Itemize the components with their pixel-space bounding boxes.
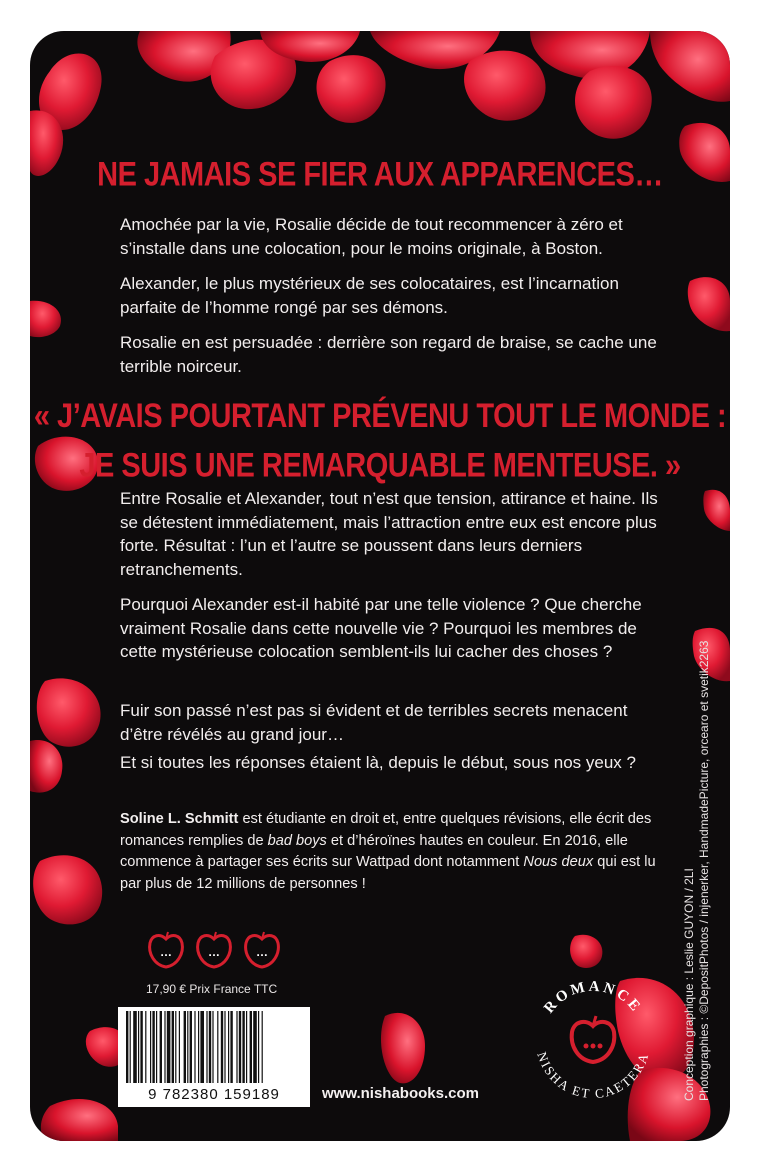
barcode-bar [200,1011,204,1083]
bio-italic-2: Nous deux [523,854,594,870]
svg-text:…: … [256,945,268,959]
author-name: Soline L. Schmitt [120,811,239,827]
book-back-cover [30,31,730,1141]
barcode-bar [242,1011,244,1083]
barcode-bar [190,1011,192,1083]
barcode-bar [253,1011,257,1083]
barcode-bar [126,1011,128,1083]
barcode-bar [258,1011,259,1083]
barcode-bar [172,1011,174,1083]
svg-text:…: … [160,945,172,959]
author-bio [120,809,660,895]
apple-icon [198,932,231,967]
paragraph-4: Entre Rosalie et Alexander, tout n’est que tension, attirance et haine. Ils se détestent immédiatement, mais l’attraction entre eux est encore plus forte. Résultat : l’un et l’autre se poussent dans leurs derniers retranchements. [120,489,658,579]
barcode-bar [217,1011,218,1083]
paragraph-1: Amochée par la vie, Rosalie décide de tout recommencer à zéro et s’installe dans une colocation, pour le moins originale, à Boston. [120,215,623,258]
barcode-bar [138,1011,139,1083]
bio-text-3: qui est lu par plus de 12 millions de personnes ! [120,854,656,892]
barcode-bar [198,1011,199,1083]
barcode-bar [187,1011,188,1083]
barcode-bars [118,1011,310,1091]
bio-italic-1: bad boys [267,832,327,849]
paragraph-7: Et si toutes les réponses étaient là, depuis le début, sous nos yeux ? [120,753,636,772]
barcode-bar [130,1011,131,1083]
barcode-bar [239,1011,241,1083]
barcode-bar [164,1011,165,1083]
barcode-bar [167,1011,171,1083]
paragraph-6: Fuir son passé n’est pas si évident et de terribles secrets menacent d’être révélés au grand jour… [120,701,628,744]
barcode-bar [221,1011,223,1083]
barcode-bar [262,1011,263,1083]
bio-text-2: et d’héroïnes hautes en couleur. En 2016, elle commence à partager ses écrits sur Wattpad dont notamment [120,832,628,870]
pull-quote-line-2: JE SUIS UNE REMARQUABLE MENTEUSE. » [79,446,681,485]
barcode-bar [145,1011,146,1083]
barcode-bar [250,1011,252,1083]
barcode-bar [212,1011,213,1083]
price: 17,90 € Prix France TTC [146,982,278,996]
barcode-bar [184,1011,186,1083]
paragraph-2: Alexander, le plus mystérieux de ses colocataires, est l’incarnation parfaite de l’homme rongé par ses démons. [120,274,619,317]
barcode-bar [133,1011,137,1083]
credits-photos: Photographies : ©DepositPhotos / injenerker, HandmadePicture, orcearo et svetik2263 [697,640,711,1101]
seal-top-text: ROMANCE [541,978,645,1017]
barcode-bar [246,1011,247,1083]
barcode-bar [194,1011,195,1083]
isbn-number: 9 782380 159189 [148,1086,280,1103]
apple-icon [572,1016,615,1062]
barcode-bar [230,1011,232,1083]
barcode-bar [224,1011,225,1083]
pull-quote-line-1: « J’AVAIS POURTANT PRÉVENU TOUT LE MONDE : [33,397,727,436]
website-link[interactable]: www.nishabooks.com [322,1085,479,1102]
publisher-seal-logo [518,966,668,1116]
barcode-bar [236,1011,237,1083]
apple-icon [150,932,183,967]
barcode-bar [175,1011,176,1083]
text-content [30,31,730,1141]
paragraph-3: Rosalie en est persuadée : derrière son regard de braise, se cache une terrible noirceur. [120,333,657,376]
barcode [118,1007,310,1107]
barcode-bar [156,1011,157,1083]
credits-design: Conception graphique : Leslie GUYON / 2LI [682,868,696,1101]
paragraph-5: Pourquoi Alexander est-il habité par une telle violence ? Que cherche vraiment Rosalie dans cette nouvelle vie ? Pourquoi les membres de cette mystérieuse colocation semblent-ils lui cacher des choses ? [120,595,642,661]
pull-quote [30,391,730,490]
apple-rating-icons [146,931,286,971]
headline: NE JAMAIS SE FIER AUX APPARENCES… [97,156,663,194]
barcode-bar [140,1011,142,1083]
barcode-bar [160,1011,162,1083]
credits [682,581,712,1101]
barcode-bar [150,1011,151,1083]
seal-bottom-text: NISHA ET CAETERA [534,1049,652,1102]
apple-icon [246,932,279,967]
barcode-bar [179,1011,180,1083]
barcode-bar [206,1011,207,1083]
svg-text:…: … [208,945,220,959]
bio-text-1: est étudiante en droit et, entre quelques révisions, elle écrit des romances remplies de [120,811,652,849]
barcode-bar [152,1011,154,1083]
barcode-bar [228,1011,229,1083]
barcode-bar [209,1011,211,1083]
